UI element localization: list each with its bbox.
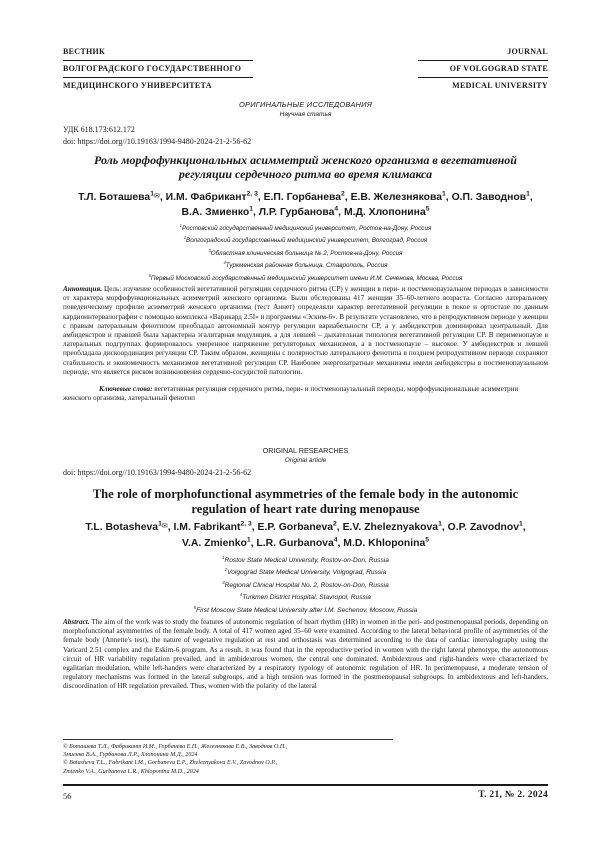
author-list-ru: Т.Л. Боташева$^1$✉, И.М. Фабрикант$^{2, 3}$, Е.П. Горбанева$^2$, Е.В. Железнякова$^1$, О.П. Заводнов$^1$, В.А. Змиенко$^1$, Л.Р. Гурбанова$^4$, М.Д. Хлопонина$^5$ (78, 190, 533, 218)
affiliation-text: Regional Clinical Hospital No. 2, Rostov-on-Don, Russia (224, 581, 389, 589)
author-affiliation-number: 2 (341, 190, 345, 198)
author (182, 538, 251, 549)
abstract-en (63, 618, 548, 692)
author-affiliation-number: 1 (158, 520, 162, 528)
article-title-en: The role of morphofunctional asymmetries of the female body in the autonomic regulation of heart rate during menopause (92, 487, 519, 516)
author-name: M.D. Khloponina (343, 538, 426, 549)
affiliation-number: 2 (183, 235, 187, 241)
abstract-ru (63, 285, 548, 377)
article-type-ru: Научная статья (279, 111, 332, 118)
author-name: Л.Р. Гурбанова (258, 207, 335, 218)
author-name: L.R. Gurbanova (256, 538, 334, 549)
issue-info: Т. 21, № 2. 2024 (478, 790, 548, 800)
section-heading-ru: ОРИГИНАЛЬНЫЕ ИССЛЕДОВАНИЯ (238, 100, 373, 109)
author (351, 192, 446, 203)
affiliation-item (63, 235, 548, 247)
affiliation-number: 3 (208, 247, 211, 253)
author-affiliation-number: 4 (334, 205, 339, 213)
author-name: О.П. Заводнов (451, 192, 527, 203)
author (448, 522, 523, 533)
author (256, 538, 337, 549)
author-affiliation-number: 1 (150, 190, 154, 198)
author (166, 192, 258, 203)
keywords-text-ru: вегетативная регуляция сердечного ритма, пери- и постменопаузальный периоды, морфофункциональные асимметрии женского организма, латеральный фенотип (63, 385, 519, 403)
affiliation-number: 5 (148, 272, 151, 278)
copyright-line: © Боташева Т.Л., Фабрикант И.М., Горбанева Е.П., Железнякова Е.В., Заводнов О.П., (63, 744, 288, 750)
section-heading-en: ORIGINAL RESEARCHES (262, 446, 349, 455)
author-name: O.P. Zavodnov (447, 522, 520, 533)
author (174, 522, 252, 533)
author (344, 207, 430, 218)
page-header (63, 44, 548, 100)
keywords-label-ru: Ключевые слова: (99, 385, 153, 393)
affiliation-item (63, 605, 548, 617)
affiliation-text: First Moscow State Medical University after I.M. Sechenov, Moscow, Russia (196, 606, 418, 614)
author-affiliation-number: 1 (526, 190, 530, 198)
journal-name-en-line: JOURNAL (418, 44, 548, 61)
keywords-ru (63, 385, 548, 403)
author-name: T.L. Botasheva (85, 522, 159, 533)
affiliation-text: Volgograd State Medical University, Volgograd, Russia (227, 569, 387, 577)
udc-code: УДК 618.173:612.172 (63, 125, 135, 134)
affiliation-text: Волгоградский государственный медицинский университет, Волгоград, Россия (186, 237, 428, 245)
affiliation-item (63, 223, 548, 235)
article-type-en: Original article (284, 457, 327, 464)
affiliation-item (63, 248, 548, 260)
affiliation-number: 5 (193, 604, 197, 610)
author-affiliation-number: 1 (519, 520, 523, 528)
journal-name-ru-line: МЕДИЦИНСКОГО УНИВЕРСИТЕТА (63, 81, 212, 90)
author (85, 522, 167, 533)
author-list-en: T.L. Botasheva$^1$✉, I.M. Fabrikant$^{2, 3}$, E.P. Gorbaneva$^2$, E.V. Zheleznyakova$^1$, O.P. Zavodnov$^1$, V.A. Zmienko$^1$, L.R. Gurbanova$^4$, M.D. Khloponina$^5$ (85, 520, 526, 549)
affiliation-number: 3 (222, 579, 225, 585)
affiliation-list-en (63, 555, 548, 617)
affiliation-item (63, 580, 548, 592)
author-name: E.P. Gorbaneva (257, 522, 334, 533)
author (259, 207, 338, 218)
author-affiliation-number: 2, 3 (246, 190, 258, 198)
author-name: И.М. Фабрикант (165, 192, 247, 203)
affiliation-list-ru (63, 223, 548, 285)
affiliation-text: Turkmen District Hospital, Stavropol, Russia (242, 594, 371, 602)
article-title-ru: Роль морфофункциональных асимметрий женского организма в вегетативной регуляции сердечного ритма во время климакса (94, 153, 517, 181)
author-name: В.А. Змиенко (181, 207, 250, 218)
author (343, 538, 429, 549)
affiliation-item (63, 592, 548, 604)
affiliation-item (63, 260, 548, 272)
author (78, 192, 160, 203)
author-name: V.A. Zmienko (181, 538, 247, 549)
author-affiliation-number: 1 (249, 205, 253, 213)
journal-page (63, 0, 548, 848)
journal-name-en-line: OF VOLGOGRAD STATE (418, 61, 548, 78)
affiliation-number: 2 (224, 567, 228, 573)
doi-en[interactable]: doi: https://doi.org//10.19163/1994-9480-2024-21-2-56-62 (63, 468, 252, 477)
affiliation-number: 1 (179, 222, 182, 228)
author-name: Е.В. Железнякова (350, 192, 443, 203)
page-footer (63, 784, 548, 802)
author-name: I.M. Fabrikant (173, 522, 241, 533)
affiliation-text: Ростовский государственный медицинский университет, Ростов-на-Дону, Россия (181, 225, 432, 232)
author-affiliation-number: 4 (333, 536, 338, 544)
author-affiliation-number: 5 (425, 536, 430, 544)
author (264, 192, 345, 203)
affiliation-text: Первый Московский государственный медицинский университет имени И.М. Сеченова, Москва, Россия (150, 274, 463, 282)
copyright-line: © Botasheva T.L., Fabrikant I.M., Gorbaneva E.P., Zheleznyakova E.V., Zavodnov O.P., (63, 760, 278, 767)
author (258, 522, 337, 533)
affiliation-number: 4 (223, 260, 226, 266)
affiliation-item (63, 567, 548, 579)
author-affiliation-number: 2, 3 (240, 520, 252, 528)
author (452, 192, 530, 203)
author-affiliation-number: 5 (425, 205, 430, 213)
journal-name-ru (63, 44, 253, 94)
journal-name-ru-line: ВОЛГОГРАДСКОГО ГОСУДАРСТВЕННОГО (63, 61, 253, 78)
abstract-label-en: Abstract. (63, 618, 90, 626)
page-number: 56 (63, 791, 72, 801)
copyright-line: Змиенко В.А., Гурбанова Л.Р., Хлопонина М.Д., 2024 (63, 752, 198, 759)
author-name: Т.Л. Боташева (78, 192, 151, 203)
copyright-line: Zmienko V.A., Gurbanova L.R., Khloponina M.D., 2024 (63, 768, 199, 775)
author-affiliation-number: 1 (246, 536, 251, 544)
author-name: Е.П. Горбанева (263, 192, 342, 203)
affiliation-text: Rostov State Medical University, Rostov-on-Don, Russia (224, 557, 389, 564)
journal-name-en (418, 44, 548, 94)
affiliation-number: 4 (240, 592, 243, 598)
affiliation-item (63, 273, 548, 285)
affiliation-number: 1 (222, 554, 225, 560)
envelope-icon: ✉ (161, 523, 168, 530)
affiliation-text: Туркменская районная больница, Ставрополь, Россия (225, 262, 388, 270)
author (181, 207, 252, 218)
author-name: E.V. Zheleznyakova (342, 522, 439, 533)
author-affiliation-number: 2 (333, 520, 337, 528)
journal-name-en-line: MEDICAL UNIVERSITY (452, 81, 548, 90)
affiliation-text: Областная клиническая больница № 2, Ростов-на-Дону, Россия (210, 249, 403, 257)
abstract-text-ru: Цель: изучение особенностей вегетативной регуляции сердечного ритма (СР) у женщин в пери- и постменопаузальном периодах в зависимости от характера морфофункциональных асимметрий женского организма. Были обследованы 417 женщин 35–60-летнего возраста. Согласно латеральному поведенческому профилю асимметрий женского организма (тест Аннет) определяли характер вегетативной регуляции в покое и ортостазе по данным кардиоинтервалографии с помощью комплекса «Варикард 2.5I» и программы «Эским-6». В результате установлено, что в репродуктивном периоде у женщин с правым латеральным фенотипом преобладал автономный контур регуляции вариабельности СР, а у амбидекстров доминировал центральный. Для амбидекстров и правшей была характерна эгалитарная модуляция, а для левшей – дыхательная типология вегетативной регуляции СР. В перименопаузе в латеральных подгруппах формировалось умеренное напряжение регуляторных механизмов, а в постменопаузе – высокое. У амбидекстров и левшей преобладала дискоординация регуляции СР. Таким образом, женщины с полярностью латерального фенотипа в позднем репродуктивном периоде сохраняют стабильность и экономичность механизмов вегетативной регуляции СР. Наиболее энергозатратные механизмы имели амбидекстры в постменопаузальном периоде, что является риском возникновения сердечно-сосудистой патологии. (63, 285, 549, 376)
journal-name-ru-line: ВЕСТНИК (63, 44, 253, 61)
author-affiliation-number: 1 (442, 190, 446, 198)
envelope-icon: ✉ (153, 193, 160, 200)
abstract-label-ru: Аннотация. (63, 285, 103, 293)
abstract-text-en: The aim of the work was to study the features of autonomic regulation of heart rhythm (HR) in women in the peri- and postmenopausal periods, depending on morphofunctional asymmetries of the female body. A total of 417 women aged 35–60 were examined. According to the lateral behavioral profile of asymmetries of the female body (Annette's test), the nature of vegetative regulation at rest and orthostasis was determined according to the data of cardiac intervalography using the Varicard 2.51 complex and the Eskim-6 program. As a result, it was found that in the reproductive period in women with the right lateral phenotype, the autonomous circuit of HR variability regulation prevailed, and in ambidextrous women, the central one dominated. Ambidextrous and right-handers were characterized by egalitarian modulation, while left-handers were characterized by a respiratory typology of autonomic regulation of HR. In perimenopause, a moderate tension of regulatory mechanisms was formed in the lateral subgroups, and a high tension was formed in the postmenopausal subgroups. In ambidextrous and left-handers, discoordination of HR regulation prevailed. Thus, women with the polarity of the lateral (63, 618, 548, 691)
copyright-block (63, 739, 393, 776)
affiliation-item (63, 555, 548, 567)
doi-ru[interactable]: doi: https://doi.org//10.19163/1994-9480-2024-21-2-56-62 (63, 137, 252, 146)
author-affiliation-number: 1 (438, 520, 442, 528)
author (343, 522, 442, 533)
author-name: М.Д. Хлопонина (343, 207, 426, 218)
